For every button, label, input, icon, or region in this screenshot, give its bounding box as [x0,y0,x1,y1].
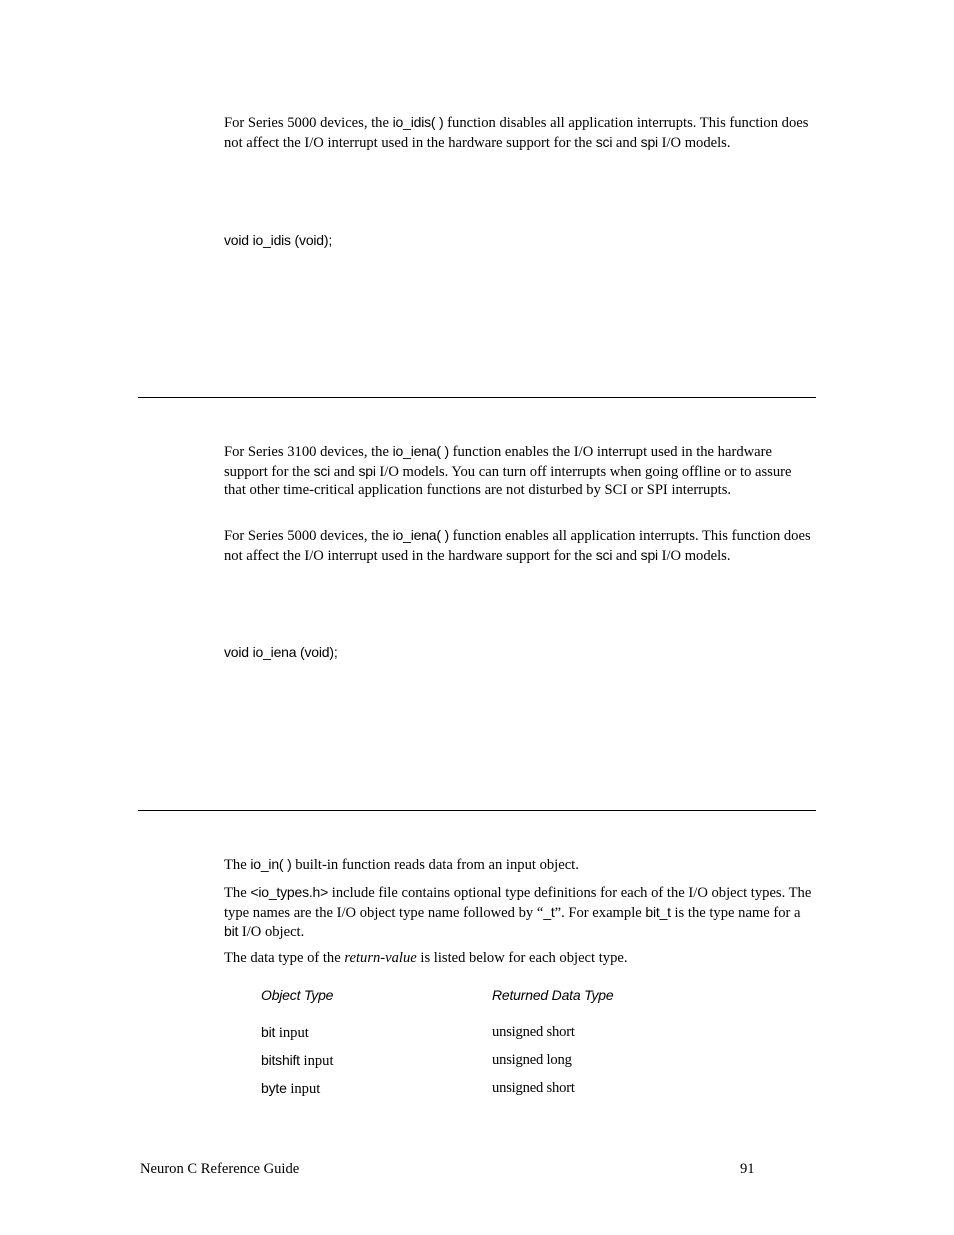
code-term: io_idis( ) [392,114,444,130]
code-term: io_iena( ) [392,527,449,543]
table-row-object-type: bitshift input [261,1052,334,1069]
code-term: sci [595,546,613,563]
text-run: I/O models. [657,547,731,564]
text-run: built-in function reads data from an input object. [291,857,579,873]
text-run: and [612,134,641,151]
text-run: The [224,857,251,873]
text-run: For Series 3100 devices, the [224,444,393,460]
page-number: 91 [740,1161,755,1177]
text-run: For Series 5000 devices, the [224,115,393,131]
section-divider [138,397,816,398]
text-run: function enables the I/O interrupt used in the hardware support for the [224,444,772,480]
code-term: io_in( ) [250,856,292,872]
italic-term: return-value [344,950,417,966]
code-term: spi [640,133,658,150]
code-term: io_iena( ) [392,443,449,459]
io-iena-syntax: void io_iena (void); [224,644,338,660]
text-run: I/O models. [657,134,731,151]
text-run: function enables all application interrupts. This function does not affect the I/O interrupt used in the hardware support for the [224,528,811,564]
section-divider [138,810,816,811]
io-types-description [224,883,816,942]
text-run: and [612,547,641,564]
text-run: The [224,885,251,901]
table-header-object-type: Object Type [261,987,334,1003]
code-term: spi [640,546,658,563]
io-idis-description [224,113,816,152]
table-row-returned-type: unsigned short [492,1024,575,1040]
io-in-description [224,855,816,875]
io-iena-description-series-5000 [224,526,816,565]
text-run: For Series 5000 devices, the [224,528,393,544]
io-iena-description-series-3100 [224,442,816,500]
text-run: include file contains optional type definitions for each of the I/O object types. The type names are the I/O object type name followed by “ [224,885,812,921]
footer-title: Neuron C Reference Guide [140,1161,300,1177]
code-term: sci [313,462,331,479]
table-header-returned-data-type: Returned Data Type [492,987,614,1003]
text-run: I/O object. [238,924,305,941]
table-row-returned-type: unsigned long [492,1052,572,1068]
table-row-object-type: bit input [261,1024,309,1041]
text-run: ”. For example [554,904,646,921]
io-idis-syntax: void io_idis (void); [224,232,333,248]
code-term: <io_types.h> [250,884,329,900]
code-term: spi [358,462,376,479]
code-term: sci [595,133,613,150]
text-run: is the type name for a [670,904,801,921]
text-run: and [330,463,359,480]
table-row-object-type: byte input [261,1080,321,1097]
table-row-returned-type: unsigned short [492,1080,575,1096]
text-run: is listed below for each object type. [416,950,628,966]
return-value-description [224,949,816,968]
code-term: _t [543,903,555,920]
code-term: bit_t [645,903,671,920]
text-run: The data type of the [224,950,345,966]
code-term: bit [224,923,239,940]
text-run: function disables all application interrupts. This function does not affect the I/O interrupt used in the hardware support for the [224,115,809,151]
text-run: I/O models. You can turn off interrupts when going offline or to assure that other time-critical application functions are not disturbed by SCI or SPI interrupts. [224,463,792,499]
